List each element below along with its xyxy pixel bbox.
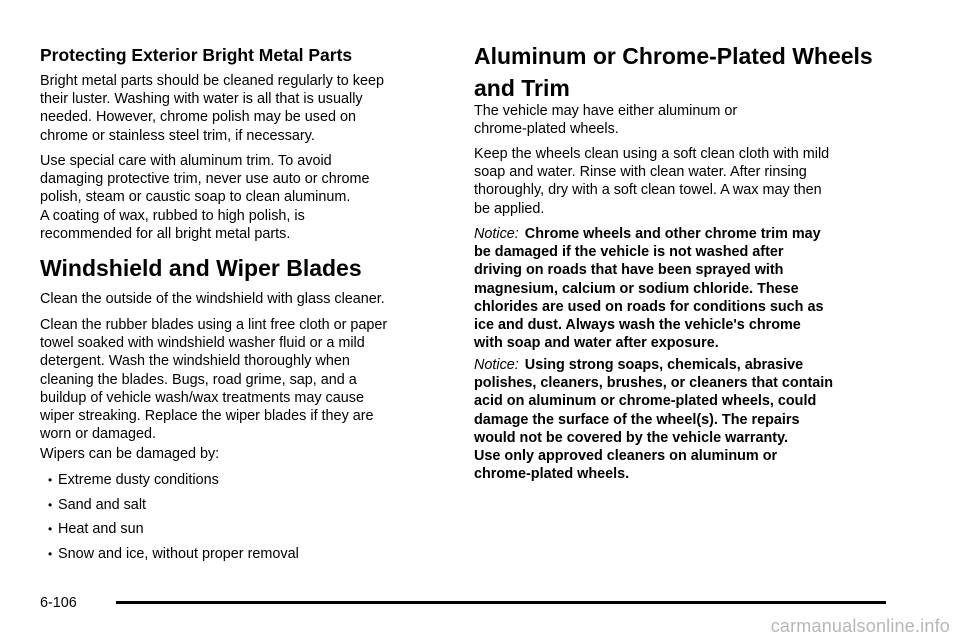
heading-windshield: Windshield and Wiper Blades xyxy=(40,255,362,281)
heading-exterior-metal: Protecting Exterior Bright Metal Parts xyxy=(40,45,353,65)
paragraph-windshield-2: Clean the rubber blades using a lint free cloth or paper towel soaked with windshield washer fluid or a mild detergent. Wash the windshield thoroughly when cleaning the blades. Bugs, road grime, sap, and a buildup of vehicle wash/wax treatments may cause wiper streaking. Replace the wiper blades if they are worn or damaged. xyxy=(40,317,388,443)
notice-strong-cleaners xyxy=(474,356,833,483)
paragraph-windshield-1: Clean the outside of the windshield with glass cleaner. xyxy=(40,291,385,307)
paragraph-exterior-2: Use special care with aluminum trim. To avoid damaging protective trim, never use auto or chrome polish, steam or caustic soap to clean aluminum. A coating of wax, rubbed to high polish, is recommended for all bright metal parts. xyxy=(40,153,370,242)
paragraph-exterior-1: Bright metal parts should be cleaned regularly to keep their luster. Washing with water is all that is usually needed. However, chrome polish may be used on chrome or stainless steel trim, if necessary. xyxy=(40,73,384,144)
list-item-text: Sand and salt xyxy=(58,497,147,513)
notice-label: Notice: xyxy=(474,226,519,242)
list-item-text: Snow and ice, without proper removal xyxy=(58,546,299,562)
list-item xyxy=(48,545,299,563)
notice-chrome-chloride xyxy=(474,225,823,352)
list-item-text: Heat and sun xyxy=(58,521,144,537)
notice-text: Using strong soaps, chemicals, abrasive polishes, cleaners, brushes, or cleaners that contain acid on aluminum or chrome-plated wheels, could damage the surface of the wheel(s). The repairs would not be covered by the vehicle warranty. Use only approved cleaners on aluminum or chrome-plated wheels. xyxy=(474,357,834,483)
notice-label: Notice: xyxy=(474,357,519,373)
list-item xyxy=(48,496,147,514)
list-item-text: Extreme dusty conditions xyxy=(58,472,219,488)
paragraph-wheels-2: Keep the wheels clean using a soft clean cloth with mild soap and water. Rinse with clean water. After rinsing thoroughly, dry with a soft clean towel. A wax may then be applied. xyxy=(474,146,830,217)
bullet-icon: • xyxy=(48,522,53,536)
bullet-icon: • xyxy=(48,498,53,512)
bullet-icon: • xyxy=(48,473,53,487)
notice-text: Chrome wheels and other chrome trim may be damaged if the vehicle is not washed after driving on roads that have been sprayed with magnesium, calcium or sodium chloride. These chlorides are used on roads for conditions such as ice and dust. Always wash the vehicle's chrome with soap and water after exposure. xyxy=(474,226,824,352)
paragraph-wheels-1: The vehicle may have either aluminum or chrome-plated wheels. xyxy=(474,103,738,138)
bullet-icon: • xyxy=(48,547,53,561)
list-item xyxy=(48,471,219,489)
watermark: carmanualsonline.info xyxy=(770,616,950,636)
paragraph-wipers-intro: Wipers can be damaged by: xyxy=(40,446,220,462)
page-number: 6-106 xyxy=(40,595,77,611)
heading-wheels: Aluminum or Chrome-Plated Wheels and Trim xyxy=(474,43,873,101)
footer-divider xyxy=(116,601,886,604)
list-item xyxy=(48,520,144,538)
